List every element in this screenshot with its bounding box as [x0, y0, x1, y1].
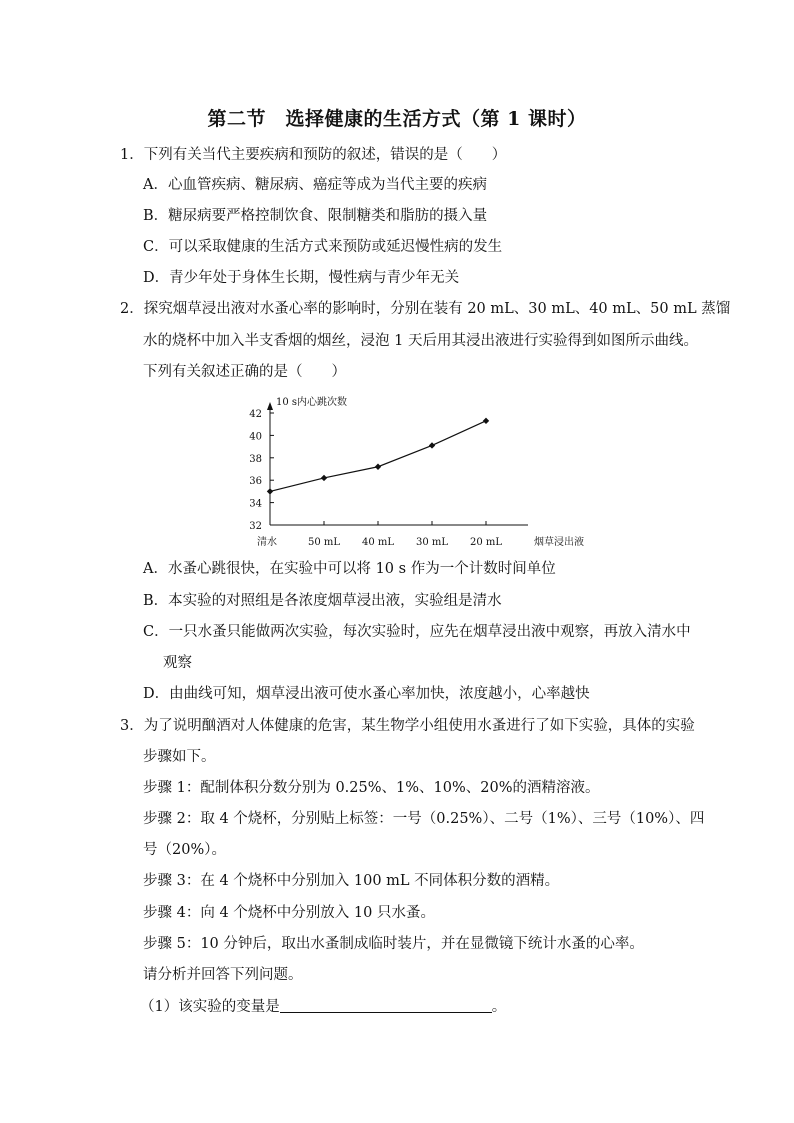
y-tick-label: 38: [249, 453, 262, 465]
x-tick-label: 30 mL: [415, 537, 449, 548]
question-1-option-b: B．糖尿病要严格控制饮食、限制糖类和脂肪的摄入量: [143, 208, 488, 224]
y-tick-label: 36: [249, 476, 262, 488]
question-2-stem-line-1: 2．探究烟草浸出液对水蚤心率的影响时，分别在装有 20 mL、30 mL、40 mL、50 mL 蒸馏: [120, 301, 731, 317]
data-point: [321, 475, 327, 481]
answer-blank[interactable]: [280, 998, 492, 1013]
y-axis-label: 10 s内心跳次数: [276, 397, 348, 408]
data-point: [429, 442, 435, 448]
question-3-sub-1-text: （1）该实验的变量是: [140, 999, 280, 1015]
question-1-stem: 1．下列有关当代主要疾病和预防的叙述，错误的是（ ）: [120, 147, 507, 163]
question-2-option-a: A．水蚤心跳很快，在实验中可以将 10 s 作为一个计数时间单位: [143, 561, 556, 577]
question-3-step-4: 步骤 4：向 4 个烧杯中分别放入 10 只水蚤。: [143, 905, 435, 921]
data-point: [267, 488, 273, 494]
question-2-option-d: D．由曲线可知，烟草浸出液可使水蚤心率加快，浓度越小，心率越快: [143, 686, 590, 702]
question-2-stem-line-2: 水的烧杯中加入半支香烟的烟丝，浸泡 1 天后用其浸出液进行实验得到如图所示曲线。: [143, 333, 698, 349]
y-tick-label: 34: [249, 498, 262, 510]
question-3-stem-line-2: 步骤如下。: [143, 749, 216, 765]
data-point: [483, 418, 489, 424]
question-1-option-c: C．可以采取健康的生活方式来预防或延迟慢性病的发生: [143, 239, 503, 255]
y-tick-label: 42: [249, 409, 262, 420]
question-3-sub-1: [140, 997, 506, 1017]
question-3-step-2-continued: 号（20%）。: [143, 842, 226, 858]
question-1-option-d: D．青少年处于身体生长期，慢性病与青少年无关: [143, 270, 460, 286]
question-3-step-5: 步骤 5：10 分钟后，取出水蚤制成临时装片，并在显微镜下统计水蚤的心率。: [143, 936, 644, 952]
heart-rate-line-chart: [236, 386, 596, 556]
x-tick-label: 40 mL: [361, 537, 395, 548]
series-line: [270, 421, 486, 492]
y-tick-label: 40: [249, 431, 262, 443]
question-2-stem-line-3: 下列有关叙述正确的是（ ）: [143, 364, 346, 380]
question-3-sub-1-end: 。: [491, 999, 507, 1015]
question-2-option-c: C．一只水蚤只能做两次实验，每次实验时，应先在烟草浸出液中观察，再放入清水中: [143, 624, 691, 640]
y-tick-label: 32: [249, 521, 262, 532]
question-3-stem-line-1: 3．为了说明酗酒对人体健康的危害，某生物学小组使用水蚤进行了如下实验，具体的实验: [120, 718, 695, 734]
x-axis-label: 烟草浸出液: [534, 537, 584, 548]
data-point: [375, 464, 381, 470]
page-title: 第二节 选择健康的生活方式（第 1 课时）: [207, 108, 587, 130]
question-3-step-2: 步骤 2：取 4 个烧杯，分别贴上标签：一号（0.25%）、二号（1%）、三号（10%）、四: [143, 811, 705, 827]
question-2-option-c-continued: 观察: [163, 655, 192, 671]
question-1-option-a: A．心血管疾病、糖尿病、癌症等成为当代主要的疾病: [143, 177, 487, 193]
question-2-option-b: B．本实验的对照组是各浓度烟草浸出液，实验组是清水: [143, 593, 502, 609]
question-3-step-3: 步骤 3：在 4 个烧杯中分别加入 100 mL 不同体积分数的酒精。: [143, 873, 560, 889]
question-3-instruction: 请分析并回答下列问题。: [143, 967, 303, 983]
x-tick-label: 50 mL: [307, 537, 341, 548]
x-tick-label: 20 mL: [469, 537, 503, 548]
x-tick-label: 清水: [257, 537, 277, 548]
y-axis-arrow: [267, 402, 273, 410]
question-3-step-1: 步骤 1：配制体积分数分别为 0.25%、1%、10%、20%的酒精溶液。: [143, 780, 600, 796]
